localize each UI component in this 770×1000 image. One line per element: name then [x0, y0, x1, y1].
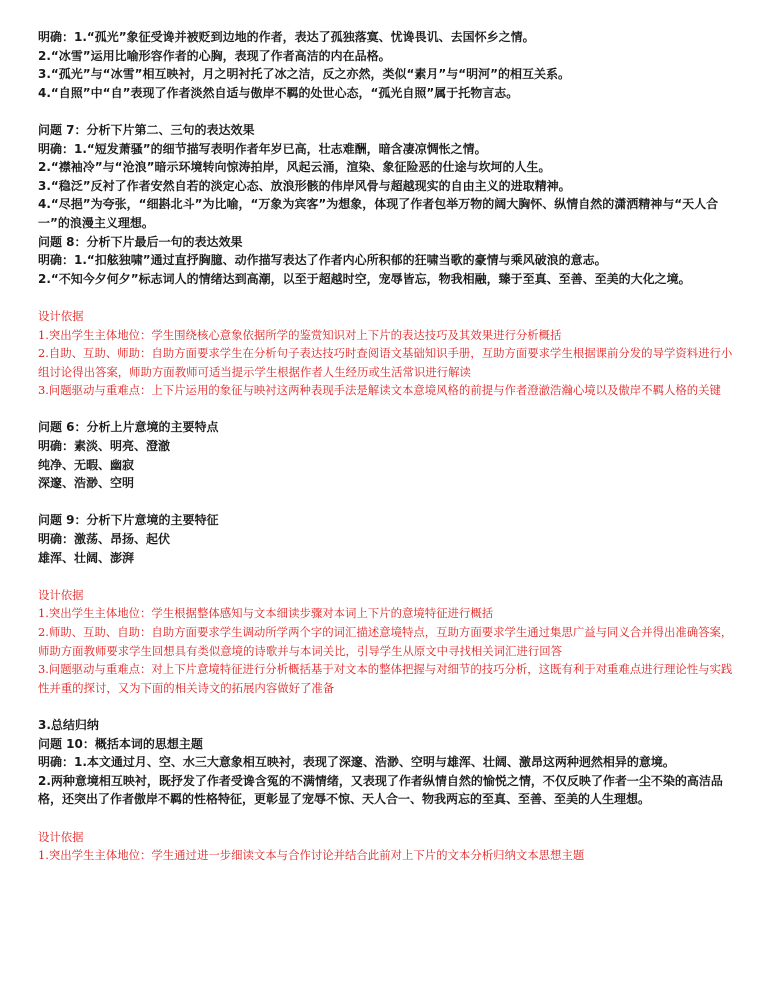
paragraph-gap [38, 400, 734, 419]
paragraph-gap [38, 809, 734, 828]
text-line: 3.“稳泛”反衬了作者安然自若的淡定心态、放浪形骸的伟岸风骨与超越现实的自由主义的进取精神。 [38, 178, 571, 193]
paragraph-gap [38, 493, 734, 512]
text-line: 3.总结归纳 [38, 717, 99, 732]
paragraph-gap [38, 102, 734, 121]
paragraph-gap [38, 697, 734, 716]
text-line: 2.“冰雪”运用比喻形容作者的心胸，表现了作者高洁的内在品格。 [38, 48, 391, 63]
text-line: 明确：素淡、明亮、澄澈 [38, 439, 171, 454]
design-basis-line: 3.问题驱动与重难点：上下片运用的象征与映衬这两种表现手法是解读文本意境风格的前提与作者澄澈浩瀚心境以及傲岸不羁人格的关键 [38, 383, 721, 398]
design-basis-line: 设计依据 [38, 829, 84, 844]
text-line: 2.两种意境相互映衬，既抒发了作者受谗含冤的不满情绪，又表现了作者纵情自然的愉悦之情，不仅反映了作者一尘不染的高洁品格，还突出了作者傲岸不羁的性格特征，更彰显了宠辱不惊、天人合一、物我两忘的至真、至善、至美的人生理想。 [38, 773, 723, 807]
text-line: 问题 6：分析上片意境的主要特点 [38, 420, 219, 435]
design-basis-line: 3.问题驱动与重难点：对上下片意境特征进行分析概括基于对文本的整体把握与对细节的技巧分析，这既有利于对重难点进行理论性与实践性并重的探讨，又为下面的相关诗文的拓展内容做好了准备 [38, 662, 733, 695]
design-basis-line: 1.突出学生主体地位：学生围绕核心意象依据所学的鉴赏知识对上下片的表达技巧及其效果进行分析概括 [38, 327, 562, 342]
text-line: 明确：1.“短发萧骚”的细节描写表明作者年岁已高，壮志难酬，暗含凄凉惆怅之情。 [38, 141, 487, 156]
design-basis-line: 设计依据 [38, 587, 84, 602]
design-basis-line: 2.自助、互助、师助：自助方面要求学生在分析句子表达技巧时查阅语文基础知识手册，互助方面要求学生根据课前分发的导学资料进行小组讨论得出答案，师助方面教师可适当提示学生根据作者人生经历或生活常识进行解读 [38, 346, 733, 379]
design-basis-line: 1.突出学生主体地位：学生根据整体感知与文本细读步骤对本词上下片的意境特征进行概括 [38, 606, 494, 621]
text-line: 明确：1.本文通过月、空、水三大意象相互映衬，表现了深邃、浩渺、空明与雄浑、壮阔、激昂这两种迥然相异的意境。 [38, 755, 675, 770]
text-line: 4.“自照”中“自”表现了作者淡然自适与傲岸不羁的处世心态，“孤光自照”属于托物言志。 [38, 85, 519, 100]
text-line: 问题 9：分析下片意境的主要特征 [38, 513, 219, 528]
text-line: 问题 10：概括本词的思想主题 [38, 736, 203, 751]
text-line: 深邃、浩渺、空明 [38, 476, 135, 491]
design-basis-line: 设计依据 [38, 308, 84, 323]
document-page [38, 28, 734, 865]
text-line: 纯净、无暇、幽寂 [38, 457, 135, 472]
design-basis-line: 2.师助、互助、自助：自助方面要求学生调动所学两个字的词汇描述意境特点，互助方面要求学生通过集思广益与同义合并得出准确答案，师助方面教师要求学生回想具有类似意境的诗歌并与本词关比，引导学生从原文中寻找相关词汇进行回答 [38, 625, 733, 658]
text-line: 2.“襟袖冷”与“沧浪”暗示环境转向惊涛拍岸，风起云涌，渲染、象征险恶的仕途与坎坷的人生。 [38, 160, 551, 175]
text-line: 2.“不知今夕何夕”标志词人的情绪达到高潮，以至于超越时空，宠辱皆忘，物我相融，臻于至真、至善、至美的大化之境。 [38, 271, 691, 286]
paragraph-gap [38, 288, 734, 307]
text-line: 4.“尽挹”为夸张，“细斟北斗”为比喻，“万象为宾客”为想象，体现了作者包举万物的阔大胸怀、纵情自然的潇洒精神与“天人合一”的浪漫主义理想。 [38, 197, 719, 230]
text-line: 3.“孤光”与“冰雪”相互映衬，月之明衬托了冰之洁，反之亦然，类似“素月”与“明河”的相互关系。 [38, 67, 571, 82]
text-line: 明确：1.“扣舷独啸”通过直抒胸臆、动作描写表达了作者内心所积郁的狂啸当歌的豪情与乘风破浪的意志。 [38, 253, 607, 268]
text-line: 雄浑、壮阔、澎湃 [38, 550, 135, 565]
paragraph-gap [38, 567, 734, 586]
text-line: 问题 8：分析下片最后一句的表达效果 [38, 234, 243, 249]
design-basis-line: 1.突出学生主体地位：学生通过进一步细读文本与合作讨论并结合此前对上下片的文本分析归纳文本思想主题 [38, 848, 585, 863]
text-line: 明确：1.“孤光”象征受谗并被贬到边地的作者，表达了孤独落寞、忧谗畏讥、去国怀乡之情。 [38, 30, 535, 44]
text-line: 问题 7：分析下片第二、三句的表达效果 [38, 122, 255, 137]
text-line: 明确：激荡、昂扬、起伏 [38, 532, 171, 547]
